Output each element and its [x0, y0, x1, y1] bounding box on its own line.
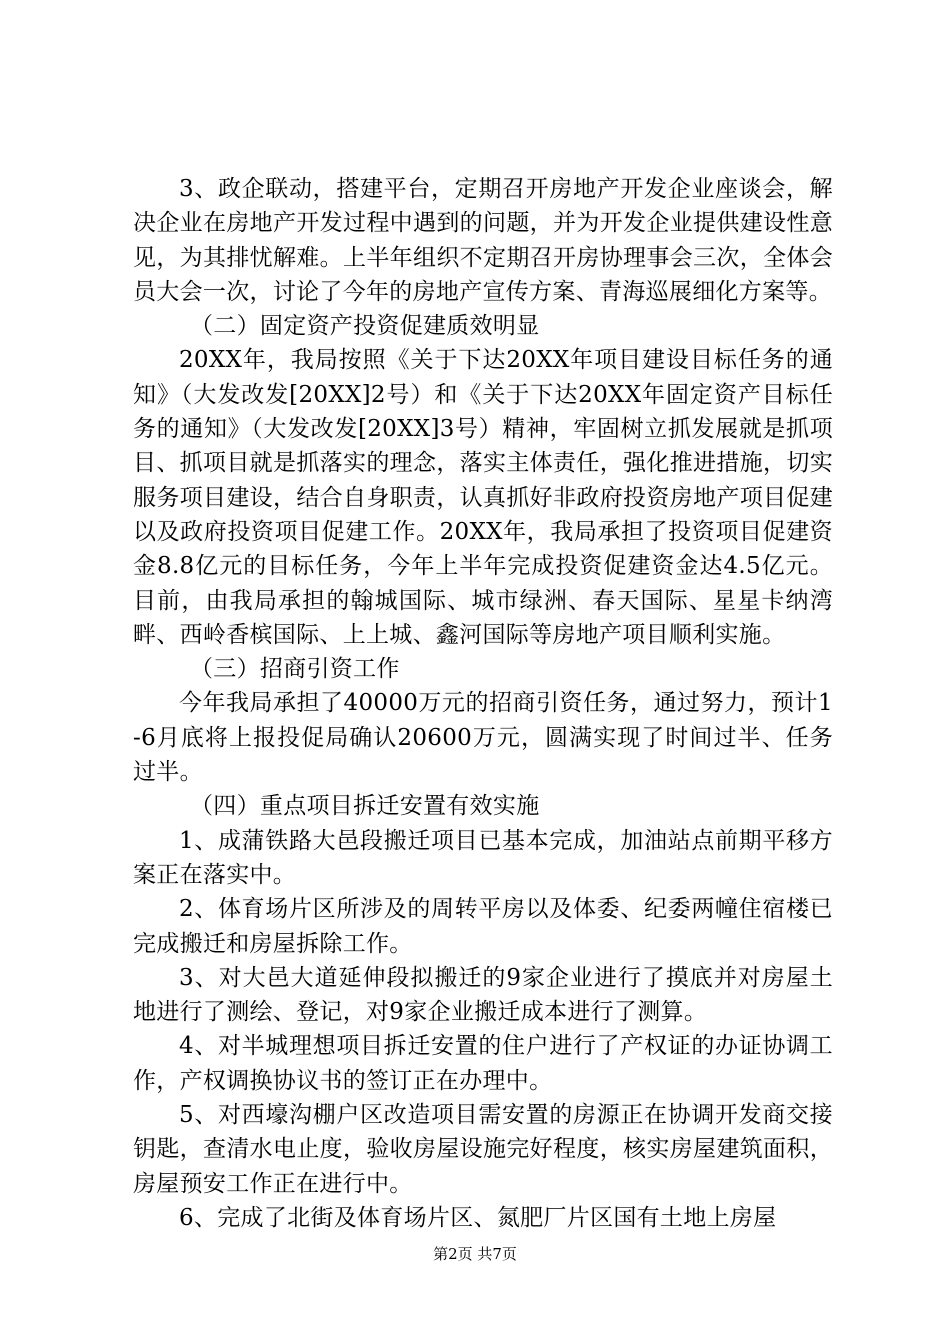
section-heading-relocation: （四）重点项目拆迁安置有效实施	[190, 793, 540, 820]
paragraph-fixed-assets: 20XX年，我局按照《关于下达20XX年项目建设目标任务的通知》（大发改发[20XX]2号）和《关于下达20XX年固定资产目标任务的通知》（大发改发[20XX]3号）精神，牢固树立抓发展就是抓项目、抓项目就是抓落实的理念，落实主体责任，强化推进措施，切实服务项目建设，结合自身职责，认真抓好非政府投资房地产项目促建以及政府投资项目促建工作。20XX年，我局承担了投资项目促建资金8.8亿元的目标任务，今年上半年完成投资促建资金达4.5亿元。目前，由我局承担的翰城国际、城市绿洲、春天国际、星星卡纳湾畔、西岭香槟国际、上上城、鑫河国际等房地产项目顺利实施。	[133, 347, 833, 648]
paragraph-item-3-platform: 3、政企联动，搭建平台，定期召开房地产开发企业座谈会，解决企业在房地产开发过程中遇到的问题，并为开发企业提供建设性意见，为其排忧解难。上半年组织不定期召开房协理事会三次，全体会员大会一次，讨论了今年的房地产宣传方案、青海巡展细化方案等。	[133, 176, 833, 305]
document-body	[133, 172, 833, 1235]
page-number-footer: 第2页 共7页	[433, 1245, 517, 1263]
paragraph-relocation-3: 3、对大邑大道延伸段拟搬迁的9家企业进行了摸底并对房屋土地进行了测绘、登记，对9家企业搬迁成本进行了测算。	[133, 964, 833, 1026]
paragraph-relocation-1: 1、成蒲铁路大邑段搬迁项目已基本完成，加油站点前期平移方案正在落实中。	[133, 827, 833, 888]
paragraph-relocation-4: 4、对半城理想项目拆迁安置的住户进行了产权证的办证协调工作，产权调换协议书的签订正在办理中。	[133, 1033, 833, 1094]
paragraph-investment: 今年我局承担了40000万元的招商引资任务，通过努力，预计1-6月底将上报投促局确认20600万元，圆满实现了时间过半、任务过半。	[133, 690, 833, 786]
paragraph-relocation-5: 5、对西壕沟棚户区改造项目需安置的房源正在协调开发商交接钥匙，查清水电止度，验收房屋设施完好程度，核实房屋建筑面积，房屋预安工作正在进行中。	[133, 1102, 833, 1197]
paragraph-relocation-6: 6、完成了北街及体育场片区、氮肥厂片区国有土地上房屋	[179, 1204, 777, 1231]
section-heading-investment: （三）招商引资工作	[190, 656, 400, 683]
section-heading-fixed-assets: （二）固定资产投资促建质效明显	[190, 313, 540, 340]
paragraph-relocation-2: 2、体育场片区所涉及的周转平房以及体委、纪委两幢住宿楼已完成搬迁和房屋拆除工作。	[133, 896, 833, 957]
